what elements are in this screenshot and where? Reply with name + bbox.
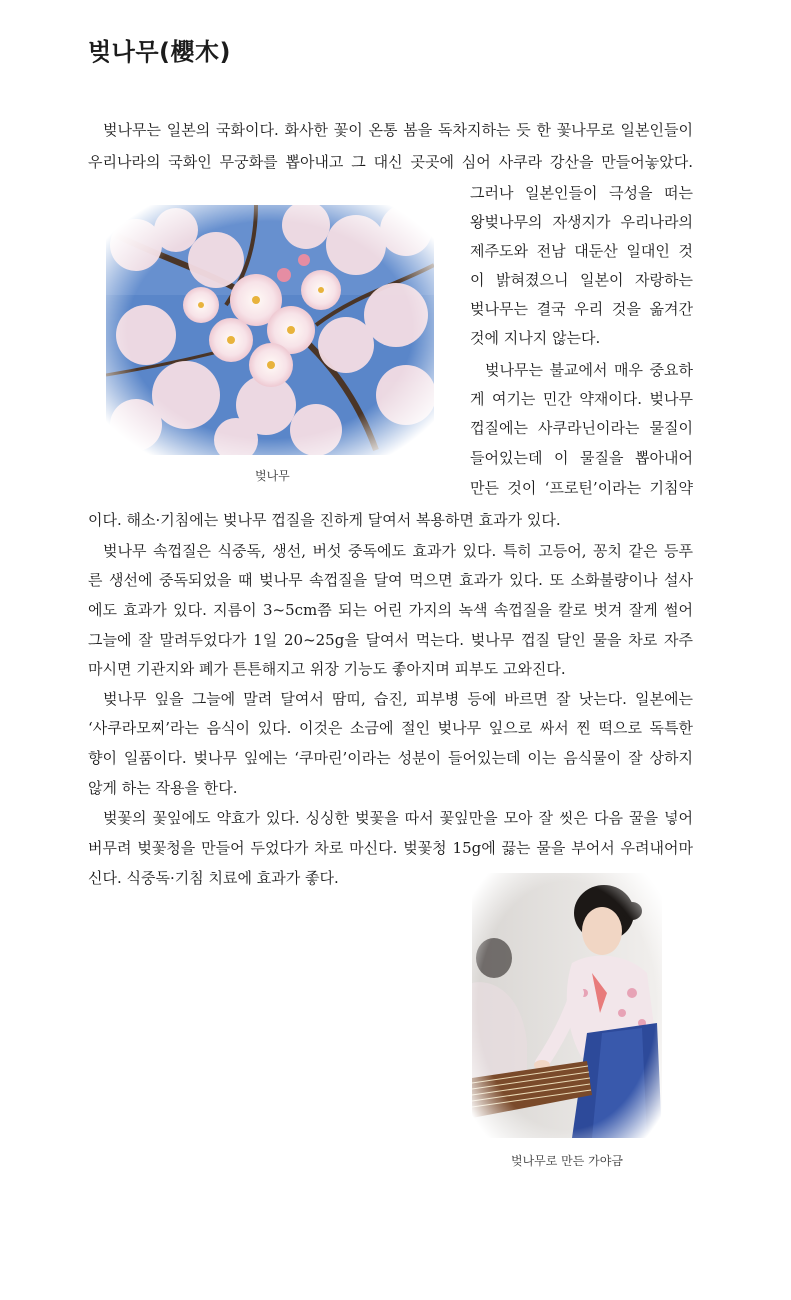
text-line: 왕벚나무의 자생지가 우리나라의 bbox=[470, 213, 693, 231]
text-line: 들어있는데 이 물질을 뽑아내어 bbox=[470, 449, 693, 467]
text-line: 우리나라의 국화인 무궁화를 뽑아내고 그 대신 곳곳에 심어 사쿠라 강산을 만들어놓았다. bbox=[88, 153, 693, 171]
text-line: 른 생선에 중독되었을 때 벚나무 속껍질을 달여 먹으면 효과가 있다. 또 소화불량이나 설사 bbox=[88, 571, 693, 589]
figure-caption: 벚나무로 만든 가야금 bbox=[511, 1154, 623, 1168]
text-line: 만든 것이 ‘프로틴’이라는 기침약 bbox=[470, 479, 693, 497]
text-line: 그늘에 잘 말려두었다가 1일 20~25g을 달여서 먹는다. 벚나무 껍질 달인 물을 차로 자주 bbox=[88, 631, 693, 649]
cherry-blossom-photo bbox=[106, 205, 434, 455]
text-line: 향이 일품이다. 벚나무 잎에는 ‘쿠마린’이라는 성분이 들어있는데 이는 음식물이 잘 상하지 bbox=[88, 749, 693, 767]
text-line: 벚나무 속껍질은 식중독, 생선, 버섯 중독에도 효과가 있다. 특히 고등어, 꽁치 같은 등푸 bbox=[103, 542, 693, 560]
text-line: ‘사쿠라모찌’라는 음식이 있다. 이것은 소금에 절인 벚나무 잎으로 싸서 찐 떡으로 독특한 bbox=[88, 719, 694, 737]
page-title: 벚나무(櫻木) bbox=[88, 38, 231, 66]
text-line: 이다. 해소·기침에는 벚나무 껍질을 진하게 달여서 복용하면 효과가 있다. bbox=[88, 511, 561, 529]
text-line: 버무려 벚꽃청을 만들어 두었다가 차로 마신다. 벚꽃청 15g에 끓는 물을 부어서 우려내어마 bbox=[88, 839, 693, 857]
text-line: 벚나무 잎을 그늘에 말려 달여서 땀띠, 습진, 피부병 등에 바르면 잘 낫는다. 일본에는 bbox=[103, 690, 693, 708]
text-line: 것에 지나지 않는다. bbox=[470, 329, 601, 347]
text-line: 이 밝혀졌으니 일본이 자랑하는 bbox=[470, 271, 693, 289]
text-line: 그러나 일본인들이 극성을 떠는 bbox=[470, 184, 693, 202]
figure-caption: 벚나무 bbox=[255, 469, 290, 483]
text-line: 껍질에는 사쿠라닌이라는 물질이 bbox=[470, 419, 693, 437]
text-line: 에도 효과가 있다. 지름이 3~5cm쯤 되는 어린 가지의 녹색 속껍질을 칼로 벗겨 잘게 썰어 bbox=[88, 601, 693, 619]
text-line: 게 여기는 민간 약재이다. 벚나무 bbox=[470, 390, 693, 408]
text-line: 마시면 기관지와 폐가 튼튼해지고 위장 기능도 좋아지며 피부도 고와진다. bbox=[88, 660, 566, 678]
text-line: 않게 하는 작용을 한다. bbox=[88, 779, 238, 797]
gayageum-player-photo bbox=[472, 873, 662, 1138]
text-line: 벚나무는 일본의 국화이다. 화사한 꽃이 온통 봄을 독차지하는 듯 한 꽃나무로 일본인들이 bbox=[103, 121, 693, 139]
text-line: 제주도와 전남 대둔산 일대인 것 bbox=[470, 242, 693, 260]
text-line: 신다. 식중독·기침 치료에 효과가 좋다. bbox=[88, 869, 339, 887]
text-line: 벚꽃의 꽃잎에도 약효가 있다. 싱싱한 벚꽃을 따서 꽃잎만을 모아 잘 씻은 다음 꿀을 넣어 bbox=[103, 809, 693, 827]
text-line: 벚나무는 결국 우리 것을 옮겨간 bbox=[470, 300, 693, 318]
text-line: 벚나무는 불교에서 매우 중요하 bbox=[485, 361, 693, 379]
